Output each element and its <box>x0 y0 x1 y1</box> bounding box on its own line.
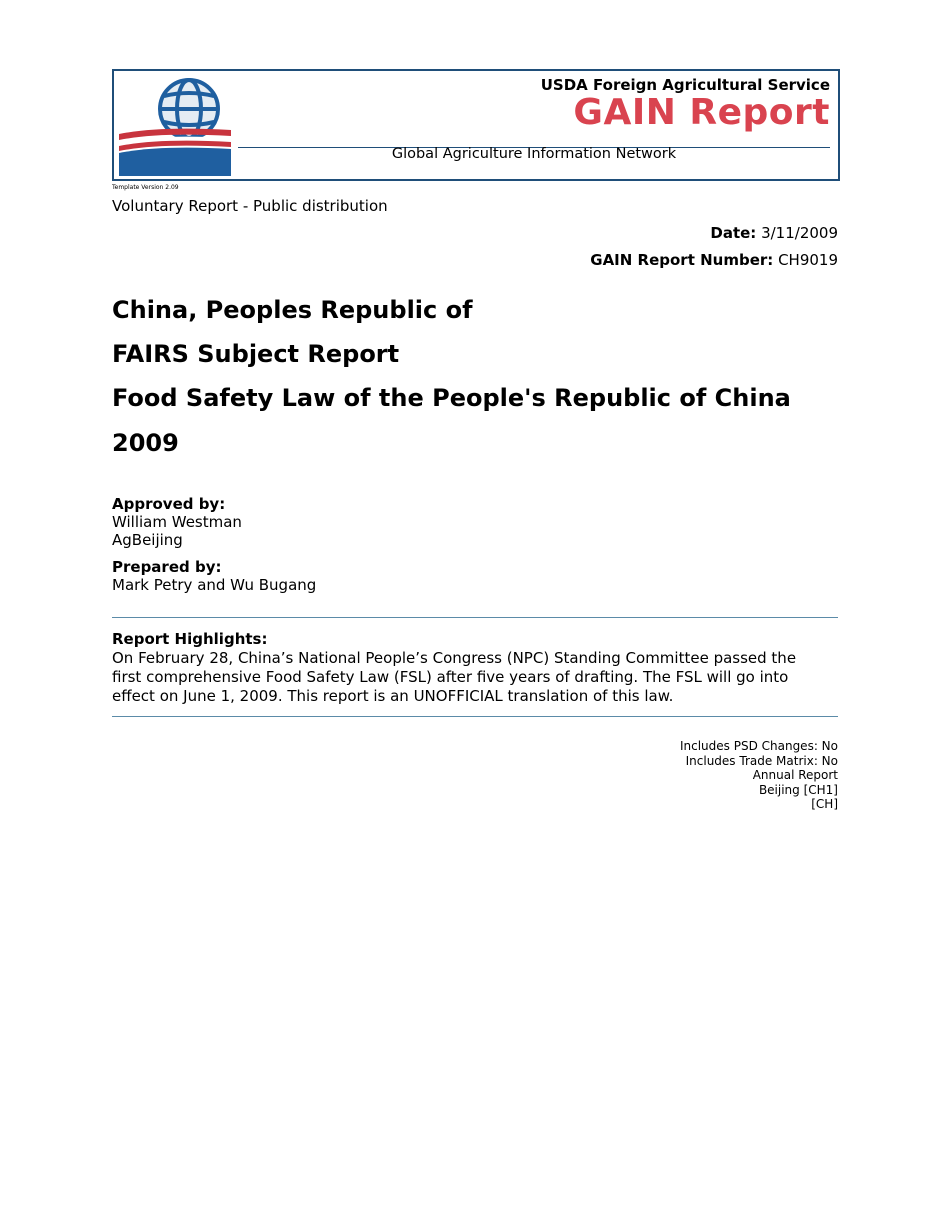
date-value: 3/11/2009 <box>761 224 838 242</box>
title-year: 2009 <box>112 429 179 457</box>
title-subject: FAIRS Subject Report <box>112 340 400 368</box>
post-code: Beijing [CH1] <box>758 782 838 797</box>
approved-name: William Westman <box>112 513 242 531</box>
country-code: [CH] <box>811 797 838 811</box>
highlights-line: first comprehensive Food Safety Law (FSL) after five years of drafting. The FSL will go into <box>112 668 789 686</box>
report-number <box>590 251 838 269</box>
report-date <box>710 224 838 242</box>
report-number-label: GAIN Report Number: <box>590 251 774 269</box>
approved-label: Approved by: <box>112 495 226 513</box>
highlights-line: On February 28, China’s National People’s Congress (NPC) Standing Committee passed the <box>112 649 797 667</box>
section-divider-top <box>112 617 838 618</box>
gain-banner <box>112 69 840 181</box>
includes-block <box>680 739 838 812</box>
agency-name: USDA Foreign Agricultural Service <box>540 76 830 94</box>
network-name: Global Agriculture Information Network <box>391 146 677 162</box>
globe-flag-logo-icon <box>119 76 233 176</box>
report-type: Annual Report <box>752 768 838 782</box>
highlights-text <box>112 649 838 706</box>
template-version: Template Version 2.09 <box>112 184 179 191</box>
prepared-label: Prepared by: <box>112 558 222 576</box>
includes-psd: Includes PSD Changes: No <box>679 739 838 753</box>
approved-office: AgBeijing <box>112 531 183 549</box>
section-divider-bottom <box>112 716 838 717</box>
date-label: Date: <box>710 224 757 242</box>
includes-trade-matrix: Includes Trade Matrix: No <box>685 753 838 768</box>
distribution-note: Voluntary Report - Public distribution <box>112 197 388 215</box>
highlights-label: Report Highlights: <box>112 630 268 648</box>
title-law: Food Safety Law of the People's Republic of China <box>112 384 791 412</box>
report-number-value: CH9019 <box>778 251 838 269</box>
gain-report-title: GAIN Report <box>573 92 830 133</box>
prepared-names: Mark Petry and Wu Bugang <box>112 576 317 594</box>
highlights-line: effect on June 1, 2009. This report is an UNOFFICIAL translation of this law. <box>112 687 674 705</box>
title-country: China, Peoples Republic of <box>112 296 473 324</box>
